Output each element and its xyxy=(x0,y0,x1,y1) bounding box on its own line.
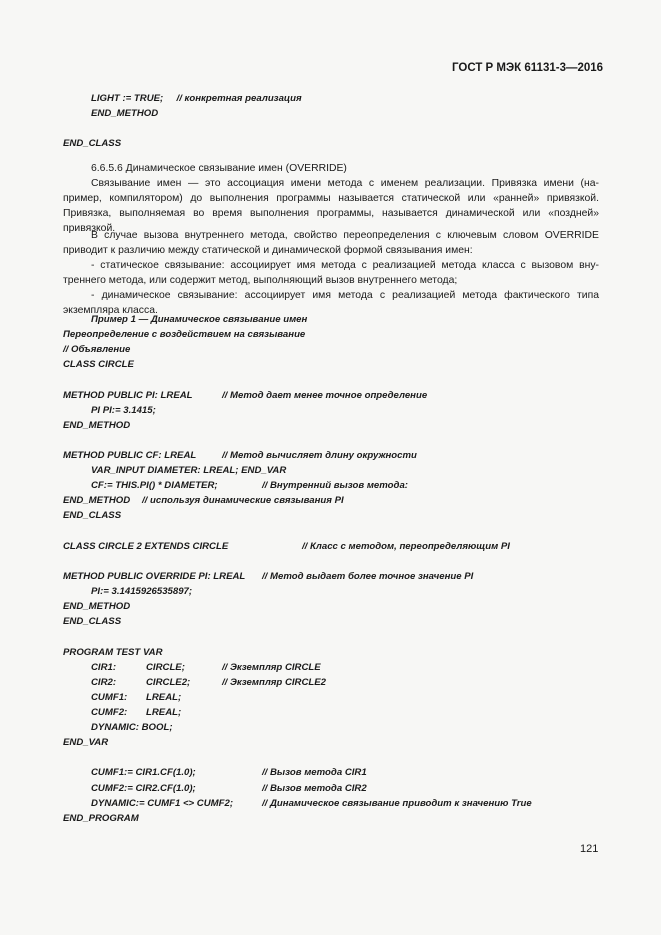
example-subtitle: Переопределение с воздействием на связывание xyxy=(63,329,306,340)
var-name: CUMF1: xyxy=(91,692,128,703)
bullet-dynamic: - динамическое связывание: ассоциирует имя метода с реализацией метода фактического типа xyxy=(91,290,599,301)
code-comment: // Динамическое связывание приводит к значению True xyxy=(262,798,532,809)
code-line: END_PROGRAM xyxy=(63,813,139,824)
code-line: CLASS CIRCLE 2 EXTENDS CIRCLE xyxy=(63,541,229,552)
code-line: CLASS CIRCLE xyxy=(63,359,134,370)
code-line: CUMF2:= CIR2.CF(1.0); xyxy=(91,783,196,794)
code-line: END_CLASS xyxy=(63,616,122,627)
code-line: METHOD PUBLIC OVERRIDE PI: LREAL xyxy=(63,571,246,582)
bullet-static: - статическое связывание: ассоциирует имя метода с реализацией метода класса с вызовом вну- xyxy=(91,260,599,271)
section-title: 6.6.5.6 Динамическое связывание имен (OVERRIDE) xyxy=(91,163,347,174)
code-comment: // Метод вычисляет длину окружности xyxy=(222,450,417,461)
page-number: 121 xyxy=(580,843,599,855)
code-line: DYNAMIC: BOOL; xyxy=(91,722,173,733)
paragraph-line: Привязка, выполняемая во время выполнения программы, называется динамической или «поздней» xyxy=(63,208,599,219)
code-line: VAR_INPUT DIAMETER: LREAL; END_VAR xyxy=(91,465,287,476)
code-comment: // Экземпляр CIRCLE xyxy=(222,662,321,673)
code-line: CF:= THIS.PI() * DIAMETER; xyxy=(91,480,218,491)
code-line: LIGHT := TRUE; // конкретная реализация xyxy=(91,93,302,104)
bullet-dynamic: экземпляра класса. xyxy=(63,305,158,316)
code-line: METHOD PUBLIC CF: LREAL xyxy=(63,450,197,461)
code-line: PI:= 3.1415926535897; xyxy=(91,586,193,597)
var-type: LREAL; xyxy=(146,707,182,718)
code-line: METHOD PUBLIC PI: LREAL xyxy=(63,390,193,401)
code-line: END_VAR xyxy=(63,737,109,748)
code-line: DYNAMIC:= CUMF1 <> CUMF2; xyxy=(91,798,234,809)
code-comment: // используя динамические связывания PI xyxy=(142,495,344,506)
var-type: CIRCLE2; xyxy=(146,677,191,688)
code-line: END_METHOD xyxy=(91,108,159,119)
bullet-static: треннего метода, или содержит метод, выполняющий вызов внутреннего метода; xyxy=(63,275,458,286)
code-line: PROGRAM TEST VAR xyxy=(63,647,163,658)
code-comment: // Объявление xyxy=(63,344,131,355)
var-type: CIRCLE; xyxy=(146,662,185,673)
code-comment: // Метод дает менее точное определение xyxy=(222,390,428,401)
var-name: CIR1: xyxy=(91,662,117,673)
document-header: ГОСТ Р МЭК 61131-3—2016 xyxy=(452,62,604,74)
code-comment: // Вызов метода CIR1 xyxy=(262,767,367,778)
code-comment: // Внутренний вызов метода: xyxy=(262,480,408,491)
code-comment: // Метод выдает более точное значение PI xyxy=(262,571,474,582)
code-line: END_METHOD xyxy=(63,420,131,431)
paragraph-line: Связывание имен — это ассоциация имени метода с именем реализации. Привязка имени (на- xyxy=(91,178,599,189)
code-line: END_CLASS xyxy=(63,138,122,149)
paragraph-line: пример, компилятором) до выполнения программы называется статической или «ранней» привязкой. xyxy=(63,193,599,204)
code-line: END_METHOD xyxy=(63,495,131,506)
code-comment: // Экземпляр CIRCLE2 xyxy=(222,677,327,688)
code-comment: // Класс с методом, переопределяющим PI xyxy=(302,541,510,552)
example-title: Пример 1 — Динамическое связывание имен xyxy=(91,314,308,325)
code-line: END_METHOD xyxy=(63,601,131,612)
paragraph-line: приводит к различию между статической и динамической формой связывания имен: xyxy=(63,245,473,256)
code-line: CUMF1:= CIR1.CF(1.0); xyxy=(91,767,196,778)
var-type: LREAL; xyxy=(146,692,182,703)
code-line: PI PI:= 3.1415; xyxy=(91,405,156,416)
var-name: CIR2: xyxy=(91,677,117,688)
code-comment: // Вызов метода CIR2 xyxy=(262,783,367,794)
paragraph-line: В случае вызова внутреннего метода, свойство переопределения с ключевым словом OVERRIDE xyxy=(91,230,599,241)
paragraph-line: привязкой. xyxy=(63,223,116,234)
var-name: CUMF2: xyxy=(91,707,128,718)
code-line: END_CLASS xyxy=(63,510,122,521)
